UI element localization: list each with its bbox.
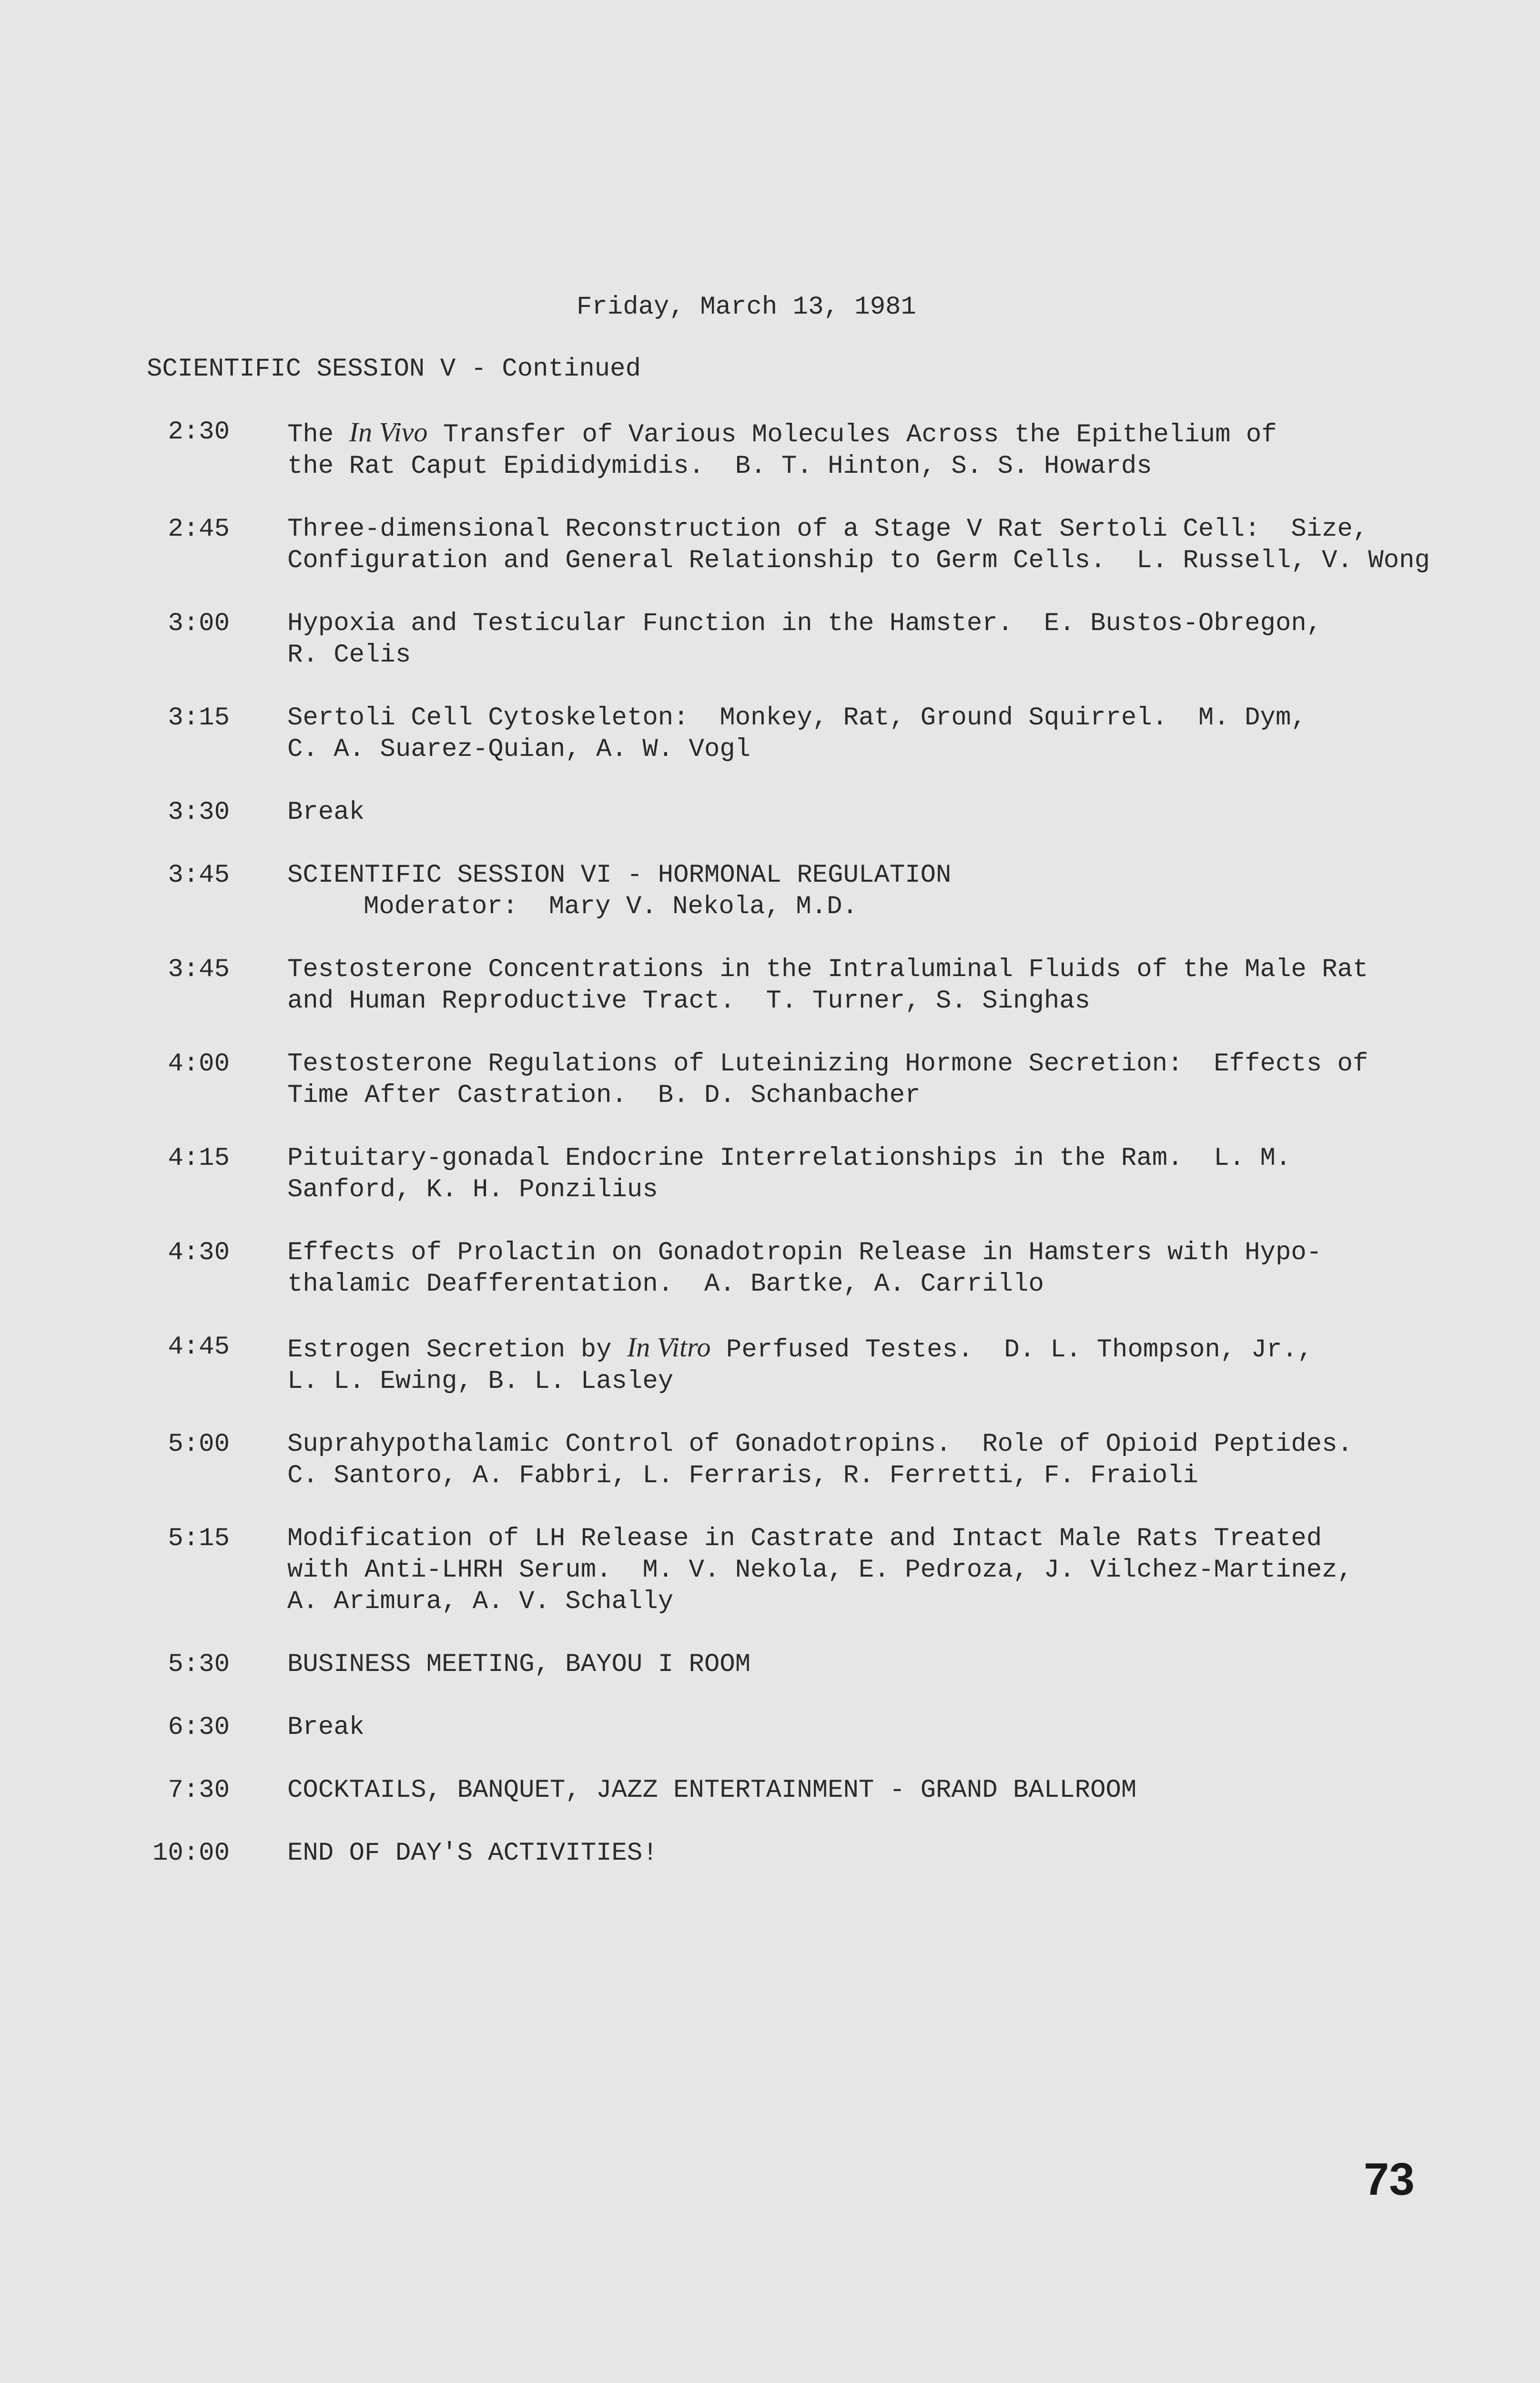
schedule-item [143,1712,1458,1743]
schedule-time: 3:00 [168,609,230,638]
schedule-item [143,1049,1458,1111]
schedule-time: 3:15 [168,703,230,733]
schedule-item [143,1429,1458,1492]
description-line [287,417,1458,451]
schedule-description [287,860,1458,923]
description-line: Pituitary-gonadal Endocrine Interrelationships in the Ram. L. M. [287,1144,1291,1173]
schedule-description [287,417,1458,482]
schedule-item [143,417,1458,482]
description-line: Time After Castration. B. D. Schanbacher [287,1081,921,1110]
schedule-item [143,1838,1458,1869]
schedule-item [143,703,1458,765]
schedule-time: 5:30 [168,1650,230,1679]
schedule-item [143,608,1458,671]
schedule-time: 7:30 [168,1776,230,1805]
description-line: C. A. Suarez-Quian, A. W. Vogl [287,735,751,764]
schedule-item [143,1237,1458,1300]
description-line: Modification of LH Release in Castrate and Intact Male Rats Treated [287,1524,1322,1553]
schedule-description [287,1332,1458,1397]
schedule-description [287,514,1458,577]
schedule-item [143,514,1458,577]
schedule-description [287,1049,1458,1111]
schedule-description [287,1523,1458,1618]
description-line: Break [287,1713,365,1742]
description-line: COCKTAILS, BANQUET, JAZZ ENTERTAINMENT - GRAND BALLROOM [287,1776,1137,1805]
schedule-item [143,1332,1458,1397]
schedule-time: 3:45 [168,861,230,890]
description-line: thalamic Deafferentation. A. Bartke, A. Carrillo [287,1270,1044,1299]
description-line: Sanford, K. H. Ponzilius [287,1175,658,1204]
italic-term: In Vivo [349,417,428,448]
schedule-description [287,1712,1458,1743]
schedule-description [287,954,1458,1017]
description-line: with Anti-LHRH Serum. M. V. Nekola, E. Pedroza, J. Vilchez-Martinez, [287,1556,1353,1585]
description-line: END OF DAY'S ACTIVITIES! [287,1839,658,1868]
schedule-description [287,1143,1458,1206]
text-segment: Estrogen Secretion by [287,1335,627,1365]
schedule-time: 3:45 [168,955,230,984]
schedule-time: 3:30 [168,798,230,827]
italic-term: In Vitro [627,1332,711,1363]
schedule-item [143,797,1458,828]
description-line: Suprahypothalamic Control of Gonadotropins. Role of Opioid Peptides. [287,1430,1353,1459]
schedule-description [287,1775,1458,1806]
page-number: 73 [1364,2154,1415,2205]
description-line: Effects of Prolactin on Gonadotropin Release in Hamsters with Hypo- [287,1238,1322,1267]
description-line: Testosterone Regulations of Luteinizing Hormone Secretion: Effects of [287,1049,1368,1079]
description-line: and Human Reproductive Tract. T. Turner, S. Singhas [287,987,1091,1016]
description-line: Configuration and General Relationship to Germ Cells. L. Russell, V. Wong [287,546,1430,575]
description-line: Hypoxia and Testicular Function in the Hamster. E. Bustos-Obregon, [287,609,1322,638]
schedule-description [287,1429,1458,1492]
schedule-time: 4:45 [168,1333,230,1362]
schedule-time: 5:00 [168,1430,230,1459]
schedule-time: 4:15 [168,1144,230,1173]
text-segment: Perfused Testes. D. L. Thompson, Jr., [710,1335,1313,1365]
description-line [287,1332,1458,1366]
description-line: Sertoli Cell Cytoskeleton: Monkey, Rat, Ground Squirrel. M. Dym, [287,703,1307,733]
description-line: A. Arimura, A. V. Schally [287,1587,674,1616]
schedule-item [143,1775,1458,1806]
schedule-time: 2:30 [168,418,230,447]
text-segment: The [287,420,349,449]
page-date: Friday, March 13, 1981 [577,293,916,322]
schedule-time: 4:30 [168,1238,230,1267]
description-line: Testosterone Concentrations in the Intraluminal Fluids of the Male Rat [287,955,1368,984]
schedule-list [143,417,1458,1901]
schedule-time: 10:00 [152,1839,230,1868]
schedule-item [143,860,1458,923]
schedule-description [287,1838,1458,1869]
schedule-time: 5:15 [168,1524,230,1553]
schedule-time: 2:45 [168,515,230,544]
session-heading: SCIENTIFIC SESSION V - Continued [147,355,641,384]
schedule-description [287,1649,1458,1680]
schedule-time: 6:30 [168,1713,230,1742]
description-line: BUSINESS MEETING, BAYOU I ROOM [287,1650,751,1679]
description-line: Break [287,798,365,827]
description-line: L. L. Ewing, B. L. Lasley [287,1367,674,1396]
text-segment: Transfer of Various Molecules Across the Epithelium of [427,420,1277,449]
description-line: C. Santoro, A. Fabbri, L. Ferraris, R. Ferretti, F. Fraioli [287,1461,1198,1490]
description-line: R. Celis [287,641,411,670]
schedule-time: 4:00 [168,1049,230,1079]
description-line: Moderator: Mary V. Nekola, M.D. [364,892,858,921]
schedule-description [287,703,1458,765]
description-line: SCIENTIFIC SESSION VI - HORMONAL REGULATION [287,861,952,890]
description-line: the Rat Caput Epididymidis. B. T. Hinton, S. S. Howards [287,452,1152,481]
schedule-item [143,1523,1458,1618]
schedule-description [287,1237,1458,1300]
schedule-description [287,608,1458,671]
description-line: Three-dimensional Reconstruction of a Stage V Rat Sertoli Cell: Size, [287,515,1368,544]
schedule-description [287,797,1458,828]
schedule-item [143,1649,1458,1680]
schedule-item [143,954,1458,1017]
schedule-item [143,1143,1458,1206]
